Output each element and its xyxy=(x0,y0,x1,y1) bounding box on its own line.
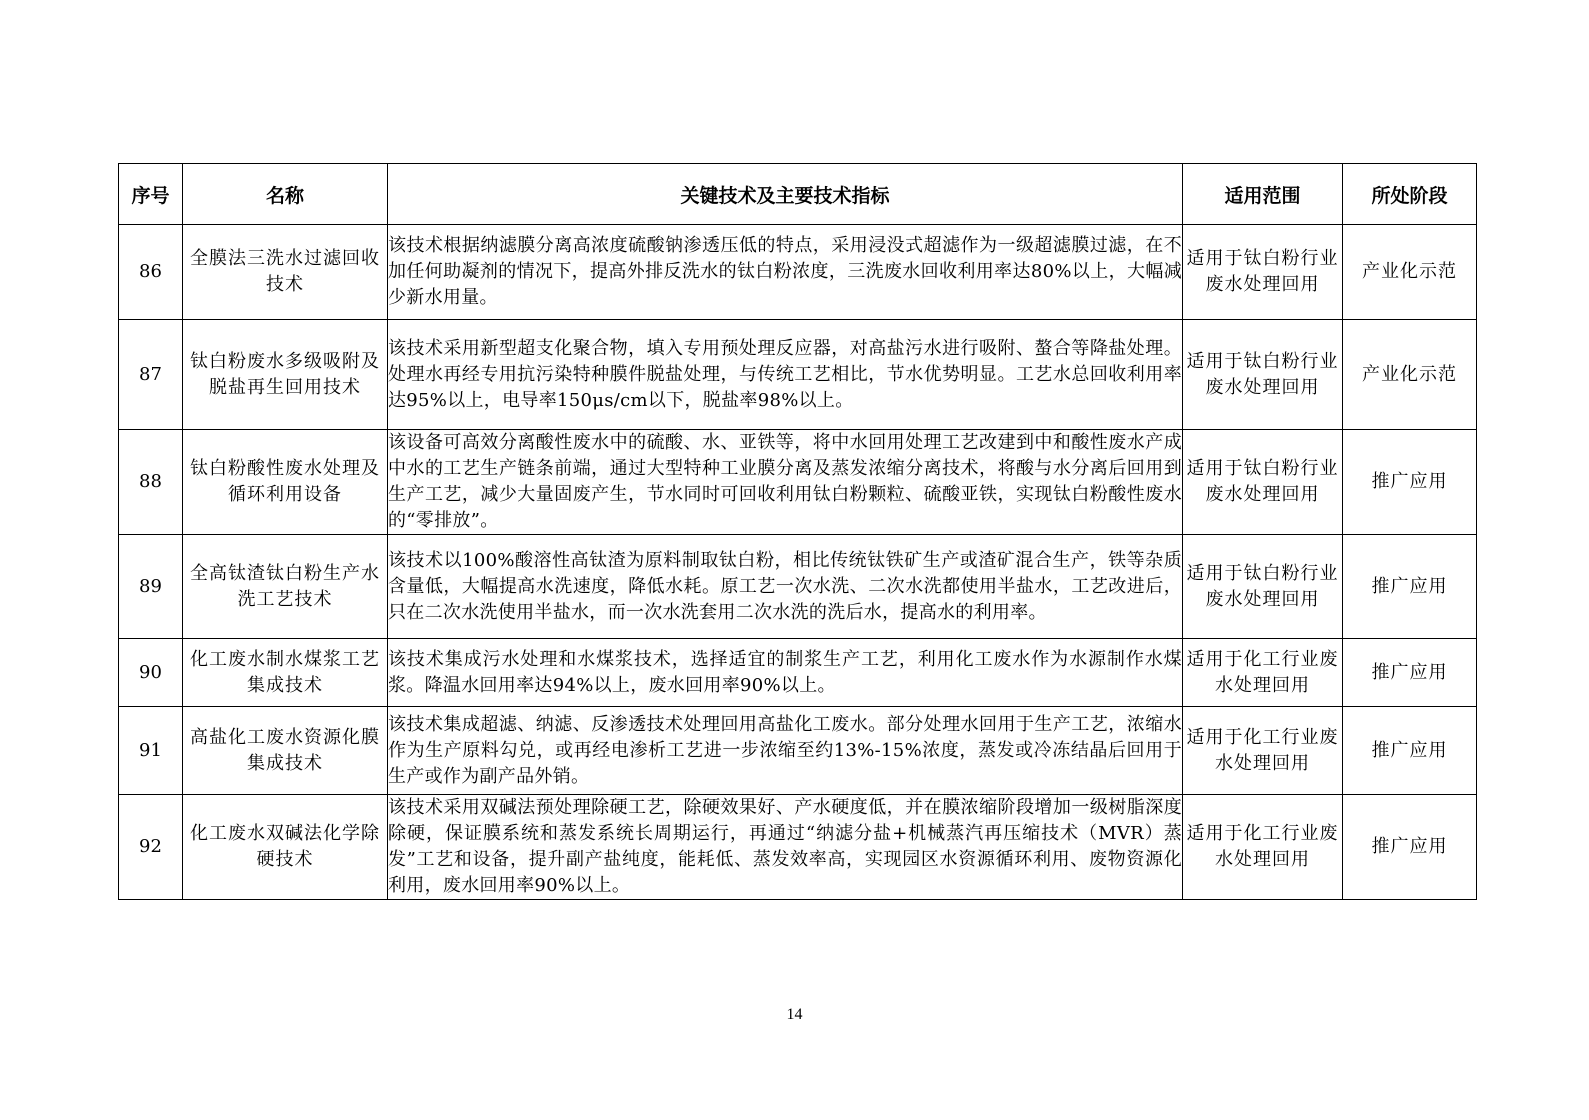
header-no: 序号 xyxy=(119,164,183,225)
row-number: 87 xyxy=(119,320,183,430)
tech-description: 该技术集成污水处理和水煤浆技术，选择适宜的制浆生产工艺，利用化工废水作为水源制作水煤浆。降温水回用率达94%以上，废水回用率90%以上。 xyxy=(388,639,1183,707)
row-number: 91 xyxy=(119,707,183,795)
tech-description: 该技术以100%酸溶性高钛渣为原料制取钛白粉，相比传统钛铁矿生产或渣矿混合生产，铁等杂质含量低，大幅提高水洗速度，降低水耗。原工艺一次水洗、二次水洗都使用半盐水，工艺改进后，只在二次水洗使用半盐水，而一次水洗套用二次水洗的洗后水，提高水的利用率。 xyxy=(388,535,1183,639)
technology-table xyxy=(118,163,1477,900)
applicable-scope: 适用于钛白粉行业废水处理回用 xyxy=(1183,535,1343,639)
development-stage: 产业化示范 xyxy=(1343,225,1477,320)
table-row xyxy=(119,639,1477,707)
development-stage: 推广应用 xyxy=(1343,795,1477,900)
development-stage: 推广应用 xyxy=(1343,430,1477,535)
tech-name: 高盐化工废水资源化膜集成技术 xyxy=(183,707,388,795)
row-number: 88 xyxy=(119,430,183,535)
tech-description: 该技术采用新型超支化聚合物，填入专用预处理反应器，对高盐污水进行吸附、螯合等降盐处理。处理水再经专用抗污染特种膜件脱盐处理，与传统工艺相比，节水优势明显。工艺水总回收利用率达95%以上，电导率150μs/cm以下，脱盐率98%以上。 xyxy=(388,320,1183,430)
header-stage: 所处阶段 xyxy=(1343,164,1477,225)
header-name: 名称 xyxy=(183,164,388,225)
tech-name: 全膜法三洗水过滤回收技术 xyxy=(183,225,388,320)
tech-name: 钛白粉酸性废水处理及循环利用设备 xyxy=(183,430,388,535)
tech-name: 钛白粉废水多级吸附及脱盐再生回用技术 xyxy=(183,320,388,430)
row-number: 92 xyxy=(119,795,183,900)
header-desc: 关键技术及主要技术指标 xyxy=(388,164,1183,225)
tech-description: 该技术采用双碱法预处理除硬工艺，除硬效果好、产水硬度低，并在膜浓缩阶段增加一级树脂深度除硬，保证膜系统和蒸发系统长周期运行，再通过“纳滤分盐+机械蒸汽再压缩技术（MVR）蒸发”工艺和设备，提升副产盐纯度，能耗低、蒸发效率高，实现园区水资源循环利用、废物资源化利用，废水回用率90%以上。 xyxy=(388,795,1183,900)
applicable-scope: 适用于化工行业废水处理回用 xyxy=(1183,795,1343,900)
table-row xyxy=(119,535,1477,639)
tech-name: 全高钛渣钛白粉生产水洗工艺技术 xyxy=(183,535,388,639)
header-scope: 适用范围 xyxy=(1183,164,1343,225)
tech-description: 该设备可高效分离酸性废水中的硫酸、水、亚铁等，将中水回用处理工艺改建到中和酸性废水产成中水的工艺生产链条前端，通过大型特种工业膜分离及蒸发浓缩分离技术，将酸与水分离后回用到生产工艺，减少大量固废产生，节水同时可回收利用钛白粉颗粒、硫酸亚铁，实现钛白粉酸性废水的“零排放”。 xyxy=(388,430,1183,535)
row-number: 89 xyxy=(119,535,183,639)
tech-name: 化工废水制水煤浆工艺集成技术 xyxy=(183,639,388,707)
table-row xyxy=(119,795,1477,900)
development-stage: 推广应用 xyxy=(1343,639,1477,707)
table-row xyxy=(119,320,1477,430)
table-row xyxy=(119,707,1477,795)
row-number: 90 xyxy=(119,639,183,707)
development-stage: 推广应用 xyxy=(1343,535,1477,639)
development-stage: 产业化示范 xyxy=(1343,320,1477,430)
tech-description: 该技术根据纳滤膜分离高浓度硫酸钠渗透压低的特点，采用浸没式超滤作为一级超滤膜过滤，在不加任何助凝剂的情况下，提高外排反洗水的钛白粉浓度，三洗废水回收利用率达80%以上，大幅减少新水用量。 xyxy=(388,225,1183,320)
table-row xyxy=(119,225,1477,320)
applicable-scope: 适用于钛白粉行业废水处理回用 xyxy=(1183,430,1343,535)
development-stage: 推广应用 xyxy=(1343,707,1477,795)
table-header-row xyxy=(119,164,1477,225)
applicable-scope: 适用于化工行业废水处理回用 xyxy=(1183,707,1343,795)
row-number: 86 xyxy=(119,225,183,320)
applicable-scope: 适用于化工行业废水处理回用 xyxy=(1183,639,1343,707)
tech-description: 该技术集成超滤、纳滤、反渗透技术处理回用高盐化工废水。部分处理水回用于生产工艺，浓缩水作为生产原料勾兑，或再经电渗析工艺进一步浓缩至约13%-15%浓度，蒸发或冷冻结晶后回用于生产或作为副产品外销。 xyxy=(388,707,1183,795)
tech-name: 化工废水双碱法化学除硬技术 xyxy=(183,795,388,900)
table-row xyxy=(119,430,1477,535)
applicable-scope: 适用于钛白粉行业废水处理回用 xyxy=(1183,320,1343,430)
applicable-scope: 适用于钛白粉行业废水处理回用 xyxy=(1183,225,1343,320)
page-number: 14 xyxy=(786,1006,803,1023)
